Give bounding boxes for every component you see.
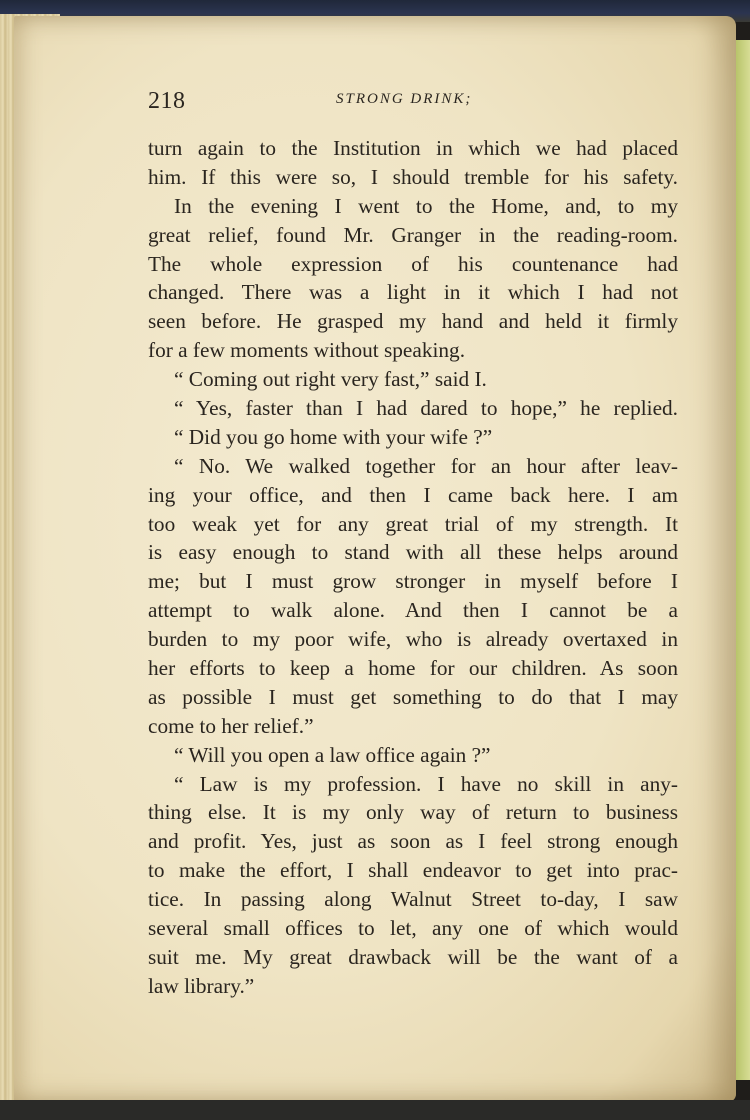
text-line: to make the effort, I shall endeavor to get into prac- — [148, 858, 678, 883]
text-line: for a few moments without speaking. — [148, 338, 466, 363]
text-line: “ No. We walked together for an hour after leav- — [174, 453, 678, 478]
book-cover-bottom — [0, 1100, 750, 1120]
text-line: ing your office, and then I came back here. I am — [148, 482, 678, 507]
next-page-edge — [736, 40, 750, 1080]
page-number: 218 — [148, 88, 186, 114]
text-line: too weak yet for any great trial of my strength. It — [148, 511, 678, 536]
text-line: burden to my poor wife, who is already overtaxed in — [148, 627, 678, 652]
text-line: her efforts to keep a home for our children. As soon — [148, 656, 678, 681]
body-text — [148, 134, 678, 1001]
page-header — [148, 88, 688, 118]
text-line: come to her relief.” — [148, 713, 314, 738]
text-line: thing else. It is my only way of return to business — [148, 800, 678, 825]
text-line: attempt to walk alone. And then I cannot be a — [148, 598, 678, 623]
text-line: law library.” — [148, 973, 255, 998]
text-line: “ Will you open a law office again ?” — [174, 742, 491, 767]
text-line: suit me. My great drawback will be the want of a — [148, 944, 678, 969]
text-line: “ Yes, faster than I had dared to hope,” he replied. — [174, 396, 678, 421]
text-line: great relief, found Mr. Granger in the reading-room. — [148, 222, 678, 247]
text-line: and profit. Yes, just as soon as I feel strong enough — [148, 829, 678, 854]
text-line: “ Law is my profession. I have no skill in any- — [174, 771, 678, 796]
text-line: “ Did you go home with your wife ?” — [174, 424, 493, 449]
text-line: In the evening I went to the Home, and, to my — [174, 193, 678, 218]
running-head: STRONG DRINK; — [336, 91, 473, 107]
text-line: several small offices to let, any one of which would — [148, 916, 678, 941]
text-line: me; but I must grow stronger in myself before I — [148, 569, 678, 594]
text-line: tice. In passing along Walnut Street to-day, I saw — [148, 887, 678, 912]
text-line: him. If this were so, I should tremble for his safety. — [148, 164, 678, 189]
text-line: as possible I must get something to do that I may — [148, 684, 678, 709]
text-line: changed. There was a light in it which I had not — [148, 280, 678, 305]
text-line: turn again to the Institution in which we had placed — [148, 136, 678, 160]
text-line: is easy enough to stand with all these helps around — [148, 540, 678, 565]
text-line: The whole expression of his countenance had — [148, 251, 678, 276]
text-line: “ Coming out right very fast,” said I. — [174, 367, 487, 392]
text-line: seen before. He grasped my hand and held it firmly — [148, 309, 678, 334]
